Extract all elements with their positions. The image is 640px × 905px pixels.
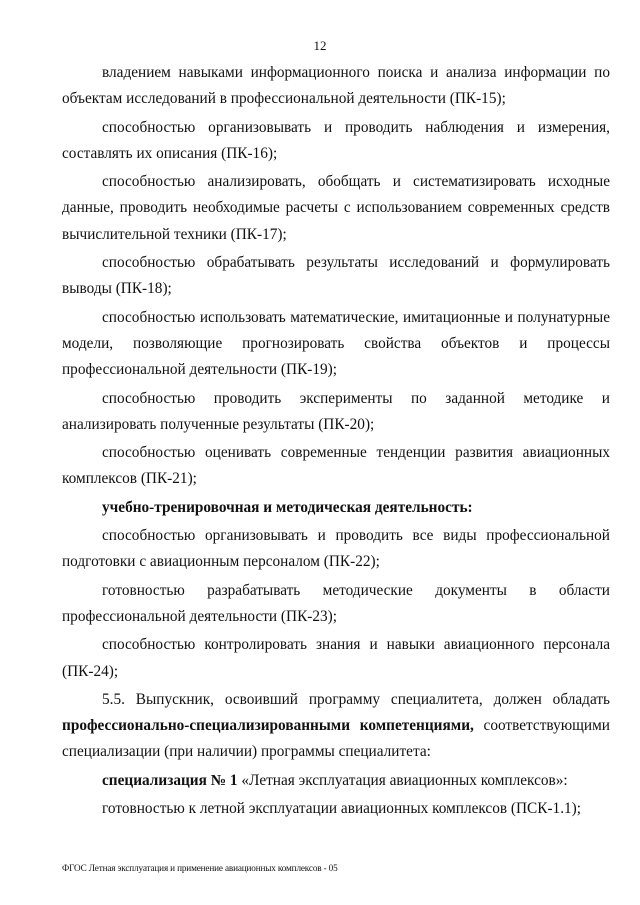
competency-pk-22: способностью организовывать и проводить все виды профессиональной подготовки с авиационным персоналом (ПК-22); [62, 527, 610, 571]
competency-pk-19: способностью использовать математические, имитационные и полунатурные модели, позволяющие прогнозировать свойства объектов и процессы профессиональной деятельности (ПК-19); [62, 308, 610, 379]
document-footer: ФГОС Летная эксплуатация и применение авиационных комплексов - 05 [62, 863, 338, 873]
section-heading-training: учебно-тренировочная и методическая деятельность: [102, 498, 473, 516]
section-5-5-tail: соответствующими специализации (при наличии) программы специалитета: [62, 717, 610, 761]
section-5-5-lead: 5.5. Выпускник, освоивший программу специалитета, должен обладать [102, 690, 610, 708]
competency-pk-15: владением навыками информационного поиска и анализа информации по объектам исследований в профессиональной деятельности (ПК-15); [62, 64, 610, 108]
document-body [62, 60, 610, 822]
page-number: 12 [313, 38, 327, 53]
competency-psk-1-1: готовностью к летной эксплуатации авиационных комплексов (ПСК-1.1); [102, 800, 582, 818]
competency-pk-20: способностью проводить эксперименты по заданной методике и анализировать полученные результаты (ПК-20); [62, 389, 610, 433]
specialization-number: специализация № 1 [102, 771, 238, 789]
specialization-title: «Летная эксплуатация авиационных комплексов»: [237, 771, 568, 789]
competency-pk-23: готовностью разрабатывать методические документы в области профессиональной деятельности (ПК-23); [62, 581, 610, 625]
specialization-heading [62, 768, 610, 794]
section-5-5-bold-term: профессионально-специализированными компетенциями, [62, 717, 474, 735]
competency-pk-21: способностью оценивать современные тенденции развития авиационных комплексов (ПК-21); [62, 444, 610, 488]
competency-pk-17: способностью анализировать, обобщать и систематизировать исходные данные, проводить необходимые расчеты с использованием современных средств вычислительной техники (ПК-17); [62, 173, 610, 243]
section-5-5-paragraph [62, 687, 610, 766]
competency-pk-24: способностью контролировать знания и навыки авиационного персонала (ПК-24); [62, 636, 610, 680]
competency-pk-16: способностью организовывать и проводить наблюдения и измерения, составлять их описания (ПК-16); [62, 118, 610, 162]
competency-pk-18: способностью обрабатывать результаты исследований и формулировать выводы (ПК-18); [62, 254, 610, 298]
